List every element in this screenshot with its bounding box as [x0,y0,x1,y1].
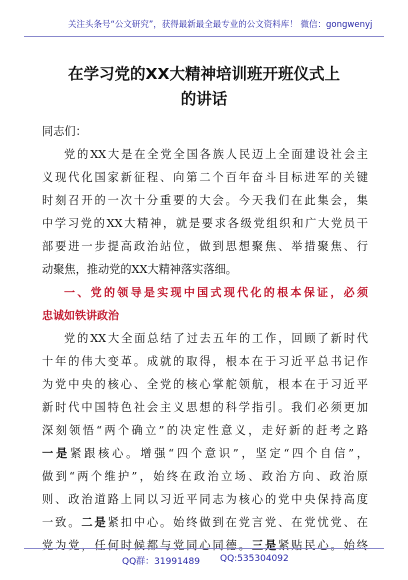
header-banner-text: 关注头条号“公文研究”，获得最新最全最专业的公文资料库！ 微信：gongwenyj [68,20,373,30]
para2-line: 做到“两个维护”，始终在政治立场、政治方向、政治原 [42,470,368,483]
para2-line [42,442,368,465]
para2-line: 深刻领悟“两个确立”的决定性意义，走好新的赶考之路 [42,424,368,437]
para2-line: 十年的伟大变革。成就的取得，根本在于习近平总书记作 [42,355,368,368]
para2-line: 为党中央的核心、全党的核心掌舵领航，根本在于习近平 [42,378,368,391]
para2-line: 则、政治道路上同以习近平同志为核心的党中央保持高度 [42,493,368,506]
point-three-marker: 三是 [251,539,279,552]
footer-qq-group: QQ群：31991489 [122,557,200,567]
para1-line: 党的XX大是在全党全国各族人民迈上全面建设社会主 [64,148,368,161]
para1-line: 义现代化国家新征程、向第二个百年奋斗目标进军的关键 [42,171,368,184]
para2-line [42,511,368,534]
section1-heading-line-2: 忠诚如铁讲政治 [42,309,119,322]
para2-line-text: 紧跟核心。增强“四个意识”，坚定“四个自信”， [70,447,368,460]
section1-heading-line-1: 一、党的领导是实现中国式现代化的根本保证，必须 [64,286,368,299]
para2-line-text: 紧贴民心。始终 [278,539,368,552]
title-line-1: 在学习党的XX大精神培训班开班仪式上 [68,65,340,83]
para2-line: 党的XX大全面总结了过去五年的工作，回顾了新时代 [64,332,368,345]
para2-line-text: 一致。 [42,516,82,529]
document-title [40,62,368,112]
point-two-marker: 二是 [81,516,108,529]
para1-line: 部要进一步提高政治站位，做到思想聚焦、举措聚焦、行 [42,240,368,253]
para2-line-text: 紧扣中心。始终做到在党言党、在党忧党、在 [107,516,368,529]
para1-line: 时刻召开的一次十分重要的大会。今天我们在此集会，集 [42,194,368,207]
para2-line: 新时代中国特色社会主义思想的科学指引。我们必须更加 [42,401,368,414]
para1-line: 中学习党的XX大精神，就是要求各级党组织和广大党员干 [42,217,368,230]
title-line-2: 的讲话 [180,90,228,108]
para2-line-text: 党为党，任何时候都与党同心同德。 [42,539,252,552]
point-one-marker: 一是 [42,447,71,460]
salutation: 同志们： [42,125,87,138]
header-banner [24,14,384,37]
footer [24,548,384,571]
footer-qq: QQ:535304092 [220,554,289,564]
para1-line: 动聚焦，推动党的XX大精神落实落细。 [42,263,237,276]
